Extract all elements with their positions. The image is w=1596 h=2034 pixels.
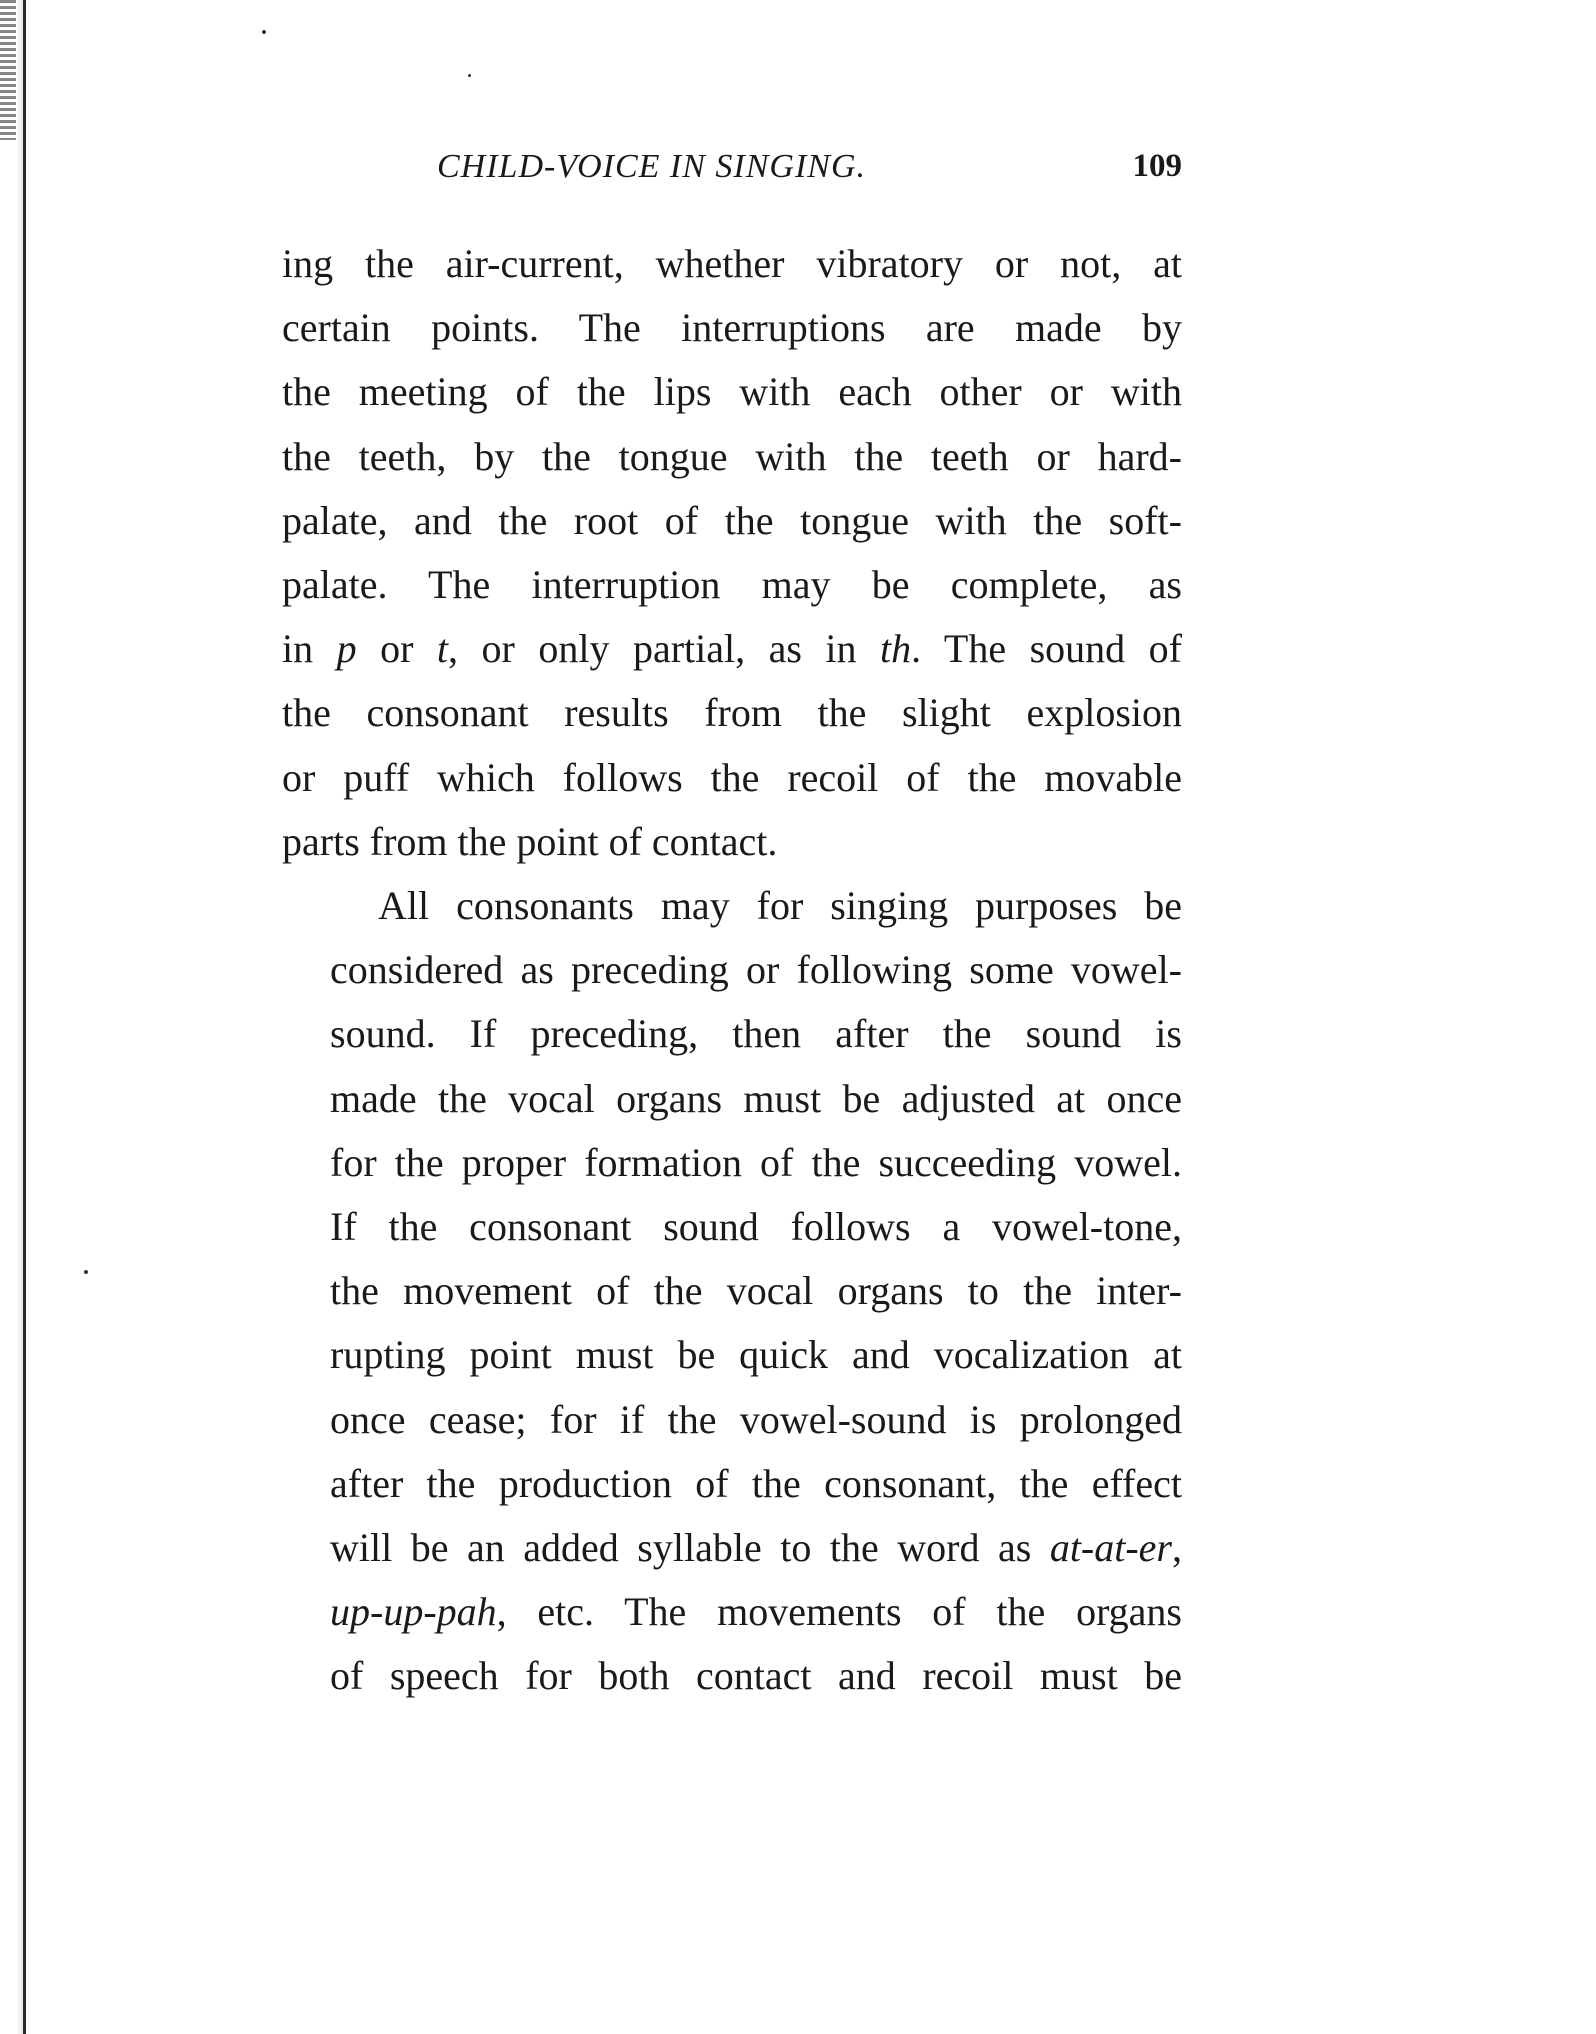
text-line: palate, and the root of the tongue with the soft- xyxy=(282,497,1182,543)
text-line: of speech for both contact and recoil must be xyxy=(330,1653,1182,1699)
text-line: certain points. The interruptions are made by xyxy=(282,305,1182,351)
scan-speck xyxy=(262,30,266,34)
text-line: sound. If preceding, then after the sound is xyxy=(330,1011,1182,1057)
running-title: CHILD-VOICE IN SINGING. xyxy=(437,148,867,185)
text-line: the meeting of the lips with each other or with xyxy=(282,369,1182,415)
page-number: 109 xyxy=(1132,148,1182,184)
text-line: parts from the point of contact. xyxy=(282,818,778,864)
text-line: up-up-pah, etc. The movements of the organs xyxy=(330,1589,1182,1635)
paragraph-1 xyxy=(282,232,1182,874)
scan-speck xyxy=(468,74,471,77)
text-line: the movement of the vocal organs to the inter- xyxy=(330,1268,1182,1314)
text-line: the teeth, by the tongue with the teeth or hard- xyxy=(282,433,1182,479)
text-line: for the proper formation of the succeeding vowel. xyxy=(330,1139,1182,1185)
binding-smudge xyxy=(0,0,16,140)
text-line: ing the air-current, whether vibratory or not, at xyxy=(282,241,1182,286)
page-header xyxy=(282,148,1182,198)
text-line: made the vocal organs must be adjusted at once xyxy=(330,1075,1182,1121)
text-line: once cease; for if the vowel-sound is prolonged xyxy=(330,1396,1182,1442)
text-line: considered as preceding or following some vowel- xyxy=(330,947,1182,993)
body-text xyxy=(282,232,1182,1709)
text-line: If the consonant sound follows a vowel-tone, xyxy=(330,1204,1182,1250)
scan-speck xyxy=(84,1270,88,1274)
text-line: after the production of the consonant, the effect xyxy=(330,1460,1182,1506)
text-line: the consonant results from the slight explosion xyxy=(282,690,1182,736)
text-line: or puff which follows the recoil of the movable xyxy=(282,754,1182,800)
text-line: rupting point must be quick and vocalization at xyxy=(330,1332,1182,1378)
text-line: in p or t, or only partial, as in th. The sound of xyxy=(282,626,1182,672)
page-binding-edge xyxy=(0,0,26,2034)
text-line: will be an added syllable to the word as at-at-er, xyxy=(330,1525,1182,1571)
paragraph-2 xyxy=(282,874,1182,1709)
text-line: All consonants may for singing purposes be xyxy=(378,883,1182,929)
text-line: palate. The interruption may be complete, as xyxy=(282,562,1182,608)
